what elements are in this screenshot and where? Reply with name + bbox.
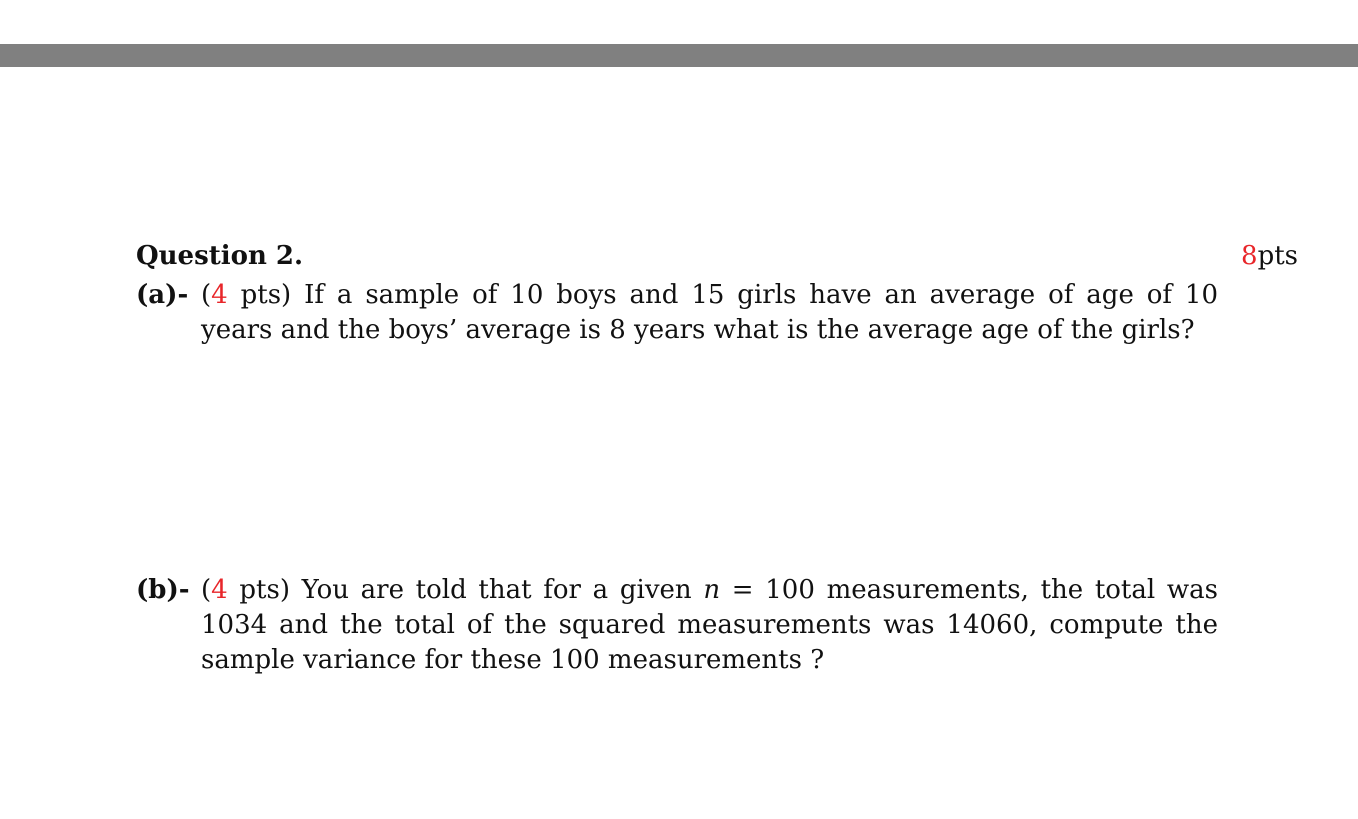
- part-b-text-after-var: = 100 measurements, the total was 1034 and the total of the squared measurements was 14060, compute the sample variance for these 100 measurements ?: [201, 575, 1218, 675]
- part-b-label: (b)-: [136, 575, 190, 605]
- part-b-points-close: pts): [227, 575, 290, 605]
- part-a-text: If a sample of 10 boys and 15 girls have an average of age of 10 years and the boys’ average is 8 years what is the average age of the girls?: [201, 280, 1219, 345]
- part-a-points-open: (: [201, 280, 212, 310]
- part-b: [136, 573, 1218, 678]
- part-a-points-close: pts): [227, 280, 292, 310]
- part-a-points-value: 4: [211, 280, 228, 310]
- part-b-body: [201, 573, 1218, 678]
- top-bar: [0, 44, 1358, 67]
- part-a-body: [201, 278, 1218, 348]
- part-a-label: (a)-: [136, 280, 189, 310]
- part-b-variable: n: [703, 575, 721, 605]
- total-points-value: 8: [1241, 241, 1258, 271]
- total-points-unit: pts: [1257, 241, 1298, 271]
- part-a: [136, 278, 1218, 348]
- part-b-text-before-var: You are told that for a given: [289, 575, 704, 605]
- question-title: Question 2.: [136, 241, 304, 271]
- part-b-points-open: (: [201, 575, 212, 605]
- question-total-points: [1241, 240, 1298, 272]
- part-b-points-value: 4: [211, 575, 228, 605]
